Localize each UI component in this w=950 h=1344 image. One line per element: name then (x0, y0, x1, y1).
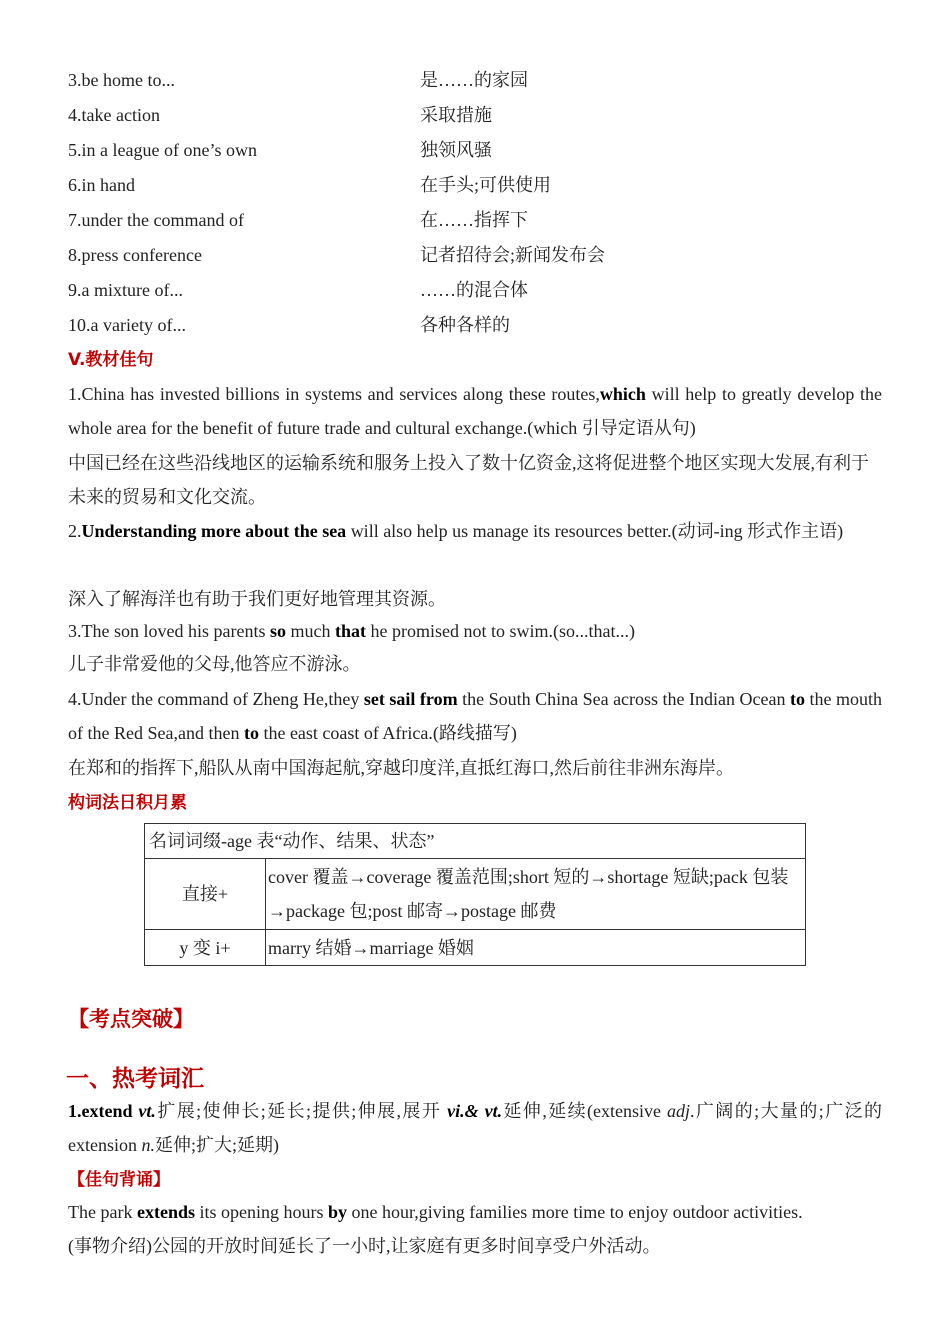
definition: .广阔的;大量的;广泛的 extension (68, 1101, 882, 1155)
table-row (145, 930, 806, 966)
phrase-cn: 记者招待会;新闻发布会 (420, 245, 605, 265)
text-run: 4.Under the command of Zheng He,they (68, 689, 364, 709)
definition: 延伸;扩大;延期) (155, 1135, 279, 1155)
section-heading-textbook-sentences: V.教材佳句 (68, 350, 154, 370)
part-of-speech: vi.& vt. (447, 1101, 503, 1121)
phrase-en: 5.in a league of one’s own (68, 140, 257, 160)
sentence-3 (68, 614, 882, 648)
sentence-3-translation: 儿子非常爱他的父母,他答应不游泳。 (68, 654, 361, 674)
text-run: its opening hours (194, 1202, 328, 1222)
phrase-en: 10.a variety of... (68, 315, 186, 335)
text-run: one hour,giving families more time to enjoy outdoor activities. (346, 1202, 803, 1222)
definition: 延伸,延续(extensive (502, 1101, 667, 1121)
part-of-speech: vt. (132, 1101, 156, 1121)
part-of-speech: adj (666, 1101, 690, 1121)
text-run: the mouth of the Red Sea,and then (68, 689, 882, 743)
table-cell-examples: marry 结婚→marriage 婚姻 (266, 930, 806, 966)
phrase-en: 4.take action (68, 105, 160, 125)
entry-number: 1 (68, 1101, 77, 1121)
word-formation-table (144, 823, 806, 966)
section-heading-hot-vocabulary: 一、热考词汇 (66, 1066, 204, 1092)
phrase-cn: 采取措施 (420, 105, 492, 125)
sentence-4 (68, 682, 882, 750)
table-header-cell: 名词词缀-age 表“动作、结果、状态” (145, 824, 806, 859)
section-heading-word-formation: 构词法日积月累 (68, 793, 187, 813)
bold-keyword: by (327, 1202, 347, 1222)
text-run: the east coast of Africa.(路线描写) (258, 723, 517, 743)
headword: .extend (77, 1101, 133, 1121)
table-cell-rule: 直接+ (145, 859, 266, 930)
phrase-cn: 在……指挥下 (420, 210, 528, 230)
bold-keyword: which (599, 384, 646, 404)
bold-keyword: so (269, 621, 286, 641)
bold-keyword: that (334, 621, 366, 641)
phrase-cn: 在手头;可供使用 (420, 175, 552, 195)
phrase-row (68, 205, 882, 235)
text-run: 3.The son loved his parents (68, 621, 270, 641)
bold-keyword: Understanding more about the sea (81, 521, 347, 541)
phrase-row (68, 310, 882, 340)
phrase-cn: 独领风骚 (420, 140, 492, 160)
bold-keyword: to (243, 723, 259, 743)
table-row (145, 824, 806, 859)
text-run: will help to greatly develop the whole area for the benefit of future trade and cultural exchange.(which 引导定语从句) (68, 384, 882, 438)
sentence-1 (68, 377, 882, 445)
part-of-speech: n. (141, 1135, 155, 1155)
recite-sentence (68, 1195, 882, 1229)
phrase-cn: 各种各样的 (420, 315, 510, 335)
phrase-cn: 是……的家园 (420, 70, 528, 90)
text-run: 2. (68, 521, 82, 541)
text-run: the South China Sea across the Indian Ocean (457, 689, 790, 709)
section-heading-breakthrough: 【考点突破】 (68, 1007, 194, 1031)
text-run: much (285, 621, 335, 641)
bold-keyword: to (790, 689, 805, 709)
table-row (145, 859, 806, 930)
bold-keyword: extends (136, 1202, 195, 1222)
phrase-en: 8.press conference (68, 245, 202, 265)
table-cell-rule: y 变 i+ (145, 930, 266, 966)
phrase-row (68, 135, 882, 165)
text-run: will also help us manage its resources better.(动词-ing 形式作主语) (346, 521, 844, 541)
vocab-entry-extend (68, 1094, 882, 1162)
table-cell-examples: cover 覆盖→coverage 覆盖范围;short 短的→shortage 短缺;pack 包装→package 包;post 邮寄→postage 邮费 (266, 859, 806, 930)
text-run: he promised not to swim.(so...that...) (365, 621, 635, 641)
definition: 扩展;使伸长;延长;提供;伸展,展开 (155, 1101, 448, 1121)
phrase-en: 3.be home to... (68, 70, 175, 90)
bold-keyword: set sail from (363, 689, 458, 709)
section-heading-recite: 【佳句背诵】 (68, 1170, 170, 1190)
sentence-2 (68, 514, 882, 548)
text-run: The park (68, 1202, 137, 1222)
phrase-row (68, 100, 882, 130)
phrase-en: 9.a mixture of... (68, 280, 183, 300)
phrase-row (68, 170, 882, 200)
recite-translation: (事物介绍)公园的开放时间延长了一小时,让家庭有更多时间享受户外活动。 (68, 1236, 661, 1256)
phrase-row (68, 65, 882, 95)
text-run: 1.China has invested billions in systems and services along these routes, (68, 384, 600, 404)
sentence-2-translation: 深入了解海洋也有助于我们更好地管理其资源。 (68, 589, 446, 609)
phrase-row (68, 275, 882, 305)
phrase-en: 6.in hand (68, 175, 135, 195)
phrase-row (68, 240, 882, 270)
sentence-4-translation: 在郑和的指挥下,船队从南中国海起航,穿越印度洋,直抵红海口,然后前往非洲东海岸。 (68, 758, 734, 778)
phrase-en: 7.under the command of (68, 210, 244, 230)
phrase-cn: ……的混合体 (420, 280, 528, 300)
sentence-1-translation: 中国已经在这些沿线地区的运输系统和服务上投入了数十亿资金,这将促进整个地区实现大发展,有利于未来的贸易和文化交流。 (68, 453, 869, 507)
